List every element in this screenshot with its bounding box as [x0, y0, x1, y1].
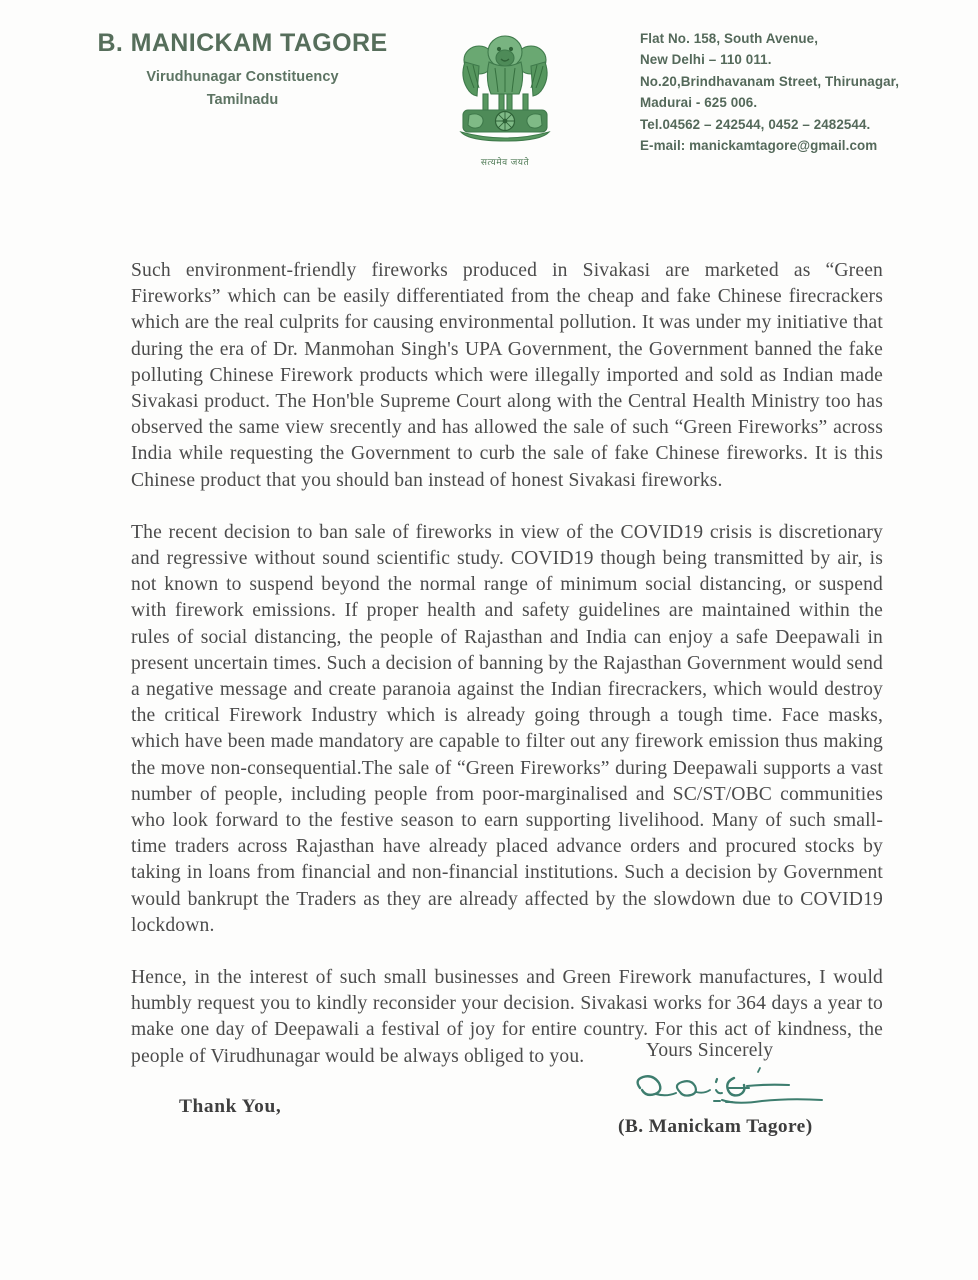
signatory-name: (B. Manickam Tagore) [618, 1116, 813, 1137]
address-line: Flat No. 158, South Avenue, [640, 31, 819, 46]
phone-line: Tel.04562 – 242544, 0452 – 2482544. [640, 116, 871, 132]
paragraph-1: Such environment-friendly fireworks produced in Sivakasi are marketed as “Green Fireworks” which can be easily differentiated from the cheap and fake Chinese firecrackers which are the real culprits for causing environmental pollution. It was under my initiative that during the era of Dr. Manmohan Singh's UPA Government, the Government banned the fake polluting Chinese Firework products which were illegally imported and sold as Indian made Sivakasi product. The Hon'ble Supreme Court along with the Central Health Ministry too has observed the same view srecently and has allowed the sale of such “Green Fireworks” across India while requesting the Government to curb the sale of fake Chinese fireworks. It is this Chinese product that you should ban instead of honest Sivakasi fireworks. [131, 260, 883, 491]
sender-state: Tamilnadu [206, 91, 279, 108]
address-line: No.20,Brindhavanam Street, Thirunagar, [640, 73, 900, 89]
letterhead-identity [60, 30, 425, 108]
letter-body [131, 258, 883, 1118]
paragraph-3: Hence, in the interest of such small businesses and Green Firework manufactures, I would humbly request you to kindly reconsider your decision. Sivakasi works for 364 days a year to make one day of Deepawali a festival of joy for entire country. For this act of kindness, the people of Virudhunagar would be always obliged to you. [131, 967, 883, 1067]
national-emblem-icon [440, 22, 570, 177]
signature-block [600, 1040, 910, 1138]
sender-address [640, 28, 960, 156]
address-line: Madurai - 625 006. [640, 95, 758, 111]
closing-salutation: Yours Sincerely [646, 1040, 774, 1061]
address-line: New Delhi – 110 011. [640, 52, 772, 68]
sender-name: B. MANICKAM TAGORE [97, 29, 388, 57]
emblem-motto: सत्यमेव जयते [480, 157, 530, 167]
letterhead [0, 22, 978, 172]
thank-you-line: Thank You, [179, 1095, 282, 1117]
email-line: E-mail: manickamtagore@gmail.com [640, 138, 878, 154]
paragraph-2: The recent decision to ban sale of fireworks in view of the COVID19 crisis is discretionary and regressive without sound scientific study. COVID19 though being transmitted by air, is not known to suspend beyond the normal range of minimum social distancing, or suspend with firework emissions. If proper health and safety guidelines are maintained within the rules of social distancing, the people of Rajasthan and India can enjoy a safe Deepawali in present uncertain times. Such a decision of banning by the Rajasthan Government would send a negative message and create paranoia against the Indian firecrackers, which would destroy the critical Firework Industry which is already going through a tough time. Face masks, which have been made mandatory are capable to filter out any firework emission thus making the move non-consequential.The sale of “Green Fireworks” during Deepawali supports a vast number of people, including people from poor-marginalised and SC/ST/OBC communities who look forward to the festive season to earn supporting livelihood. Many of such small-time traders across Rajasthan have already placed advance orders and procured stocks by taking in loans from financial and non-financial institutions. Such a decision by Government would bankrupt the Traders as they are already affected by the slowdown due to COVID19 lockdown. [131, 521, 883, 936]
sender-constituency: Virudhunagar Constituency [146, 68, 339, 85]
handwritten-signature [630, 1064, 860, 1112]
